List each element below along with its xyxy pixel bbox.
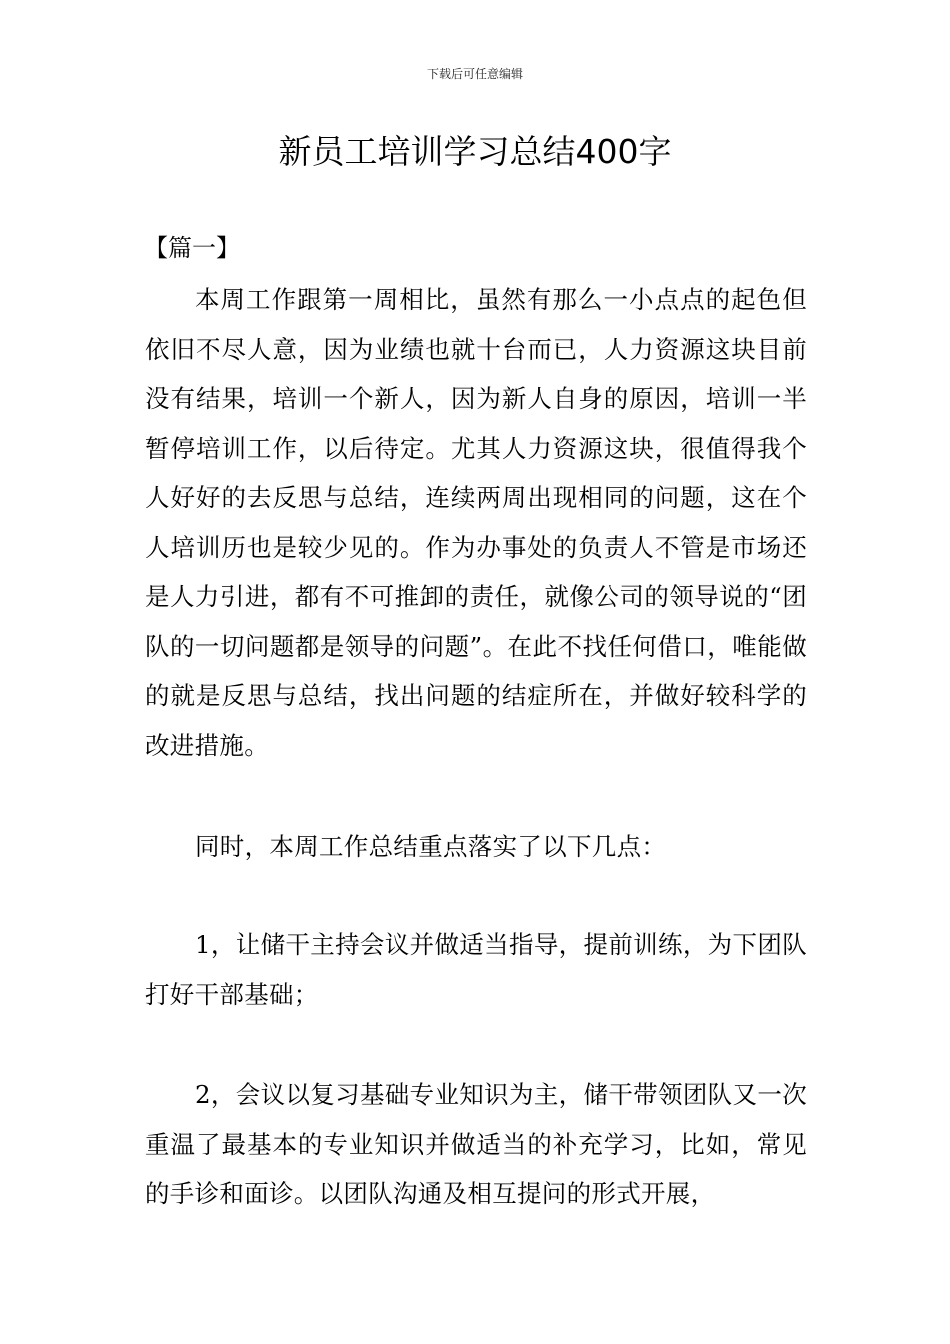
paragraph-points-lead: 同时，本周工作总结重点落实了以下几点：	[195, 832, 667, 861]
paragraph-intro: 本周工作跟第一周相比，虽然有那么一小点点的起色但依旧不尽人意，因为业绩也就十台而已，人力资源这块目前没有结果，培训一个新人，因为新人自身的原因，培训一半暂停培训工作，以后待定。尤其人力资源这块，很值得我个人好好的去反思与总结，连续两周出现相同的问题，这在个人培训历也是较少见的。作为办事处的负责人不管是市场还是人力引进，都有不可推卸的责任，就像公司的领导说的“团队的一切问题都是领导的问题”。在此不找任何借口，唯能做的就是反思与总结，找出问题的结症所在，并做好较科学的改进措施。	[145, 285, 807, 760]
paragraph-point-1: 1，让储干主持会议并做适当指导，提前训练，为下团队打好干部基础；	[145, 930, 807, 1009]
paragraph-point-2: 2，会议以复习基础专业知识为主，储干带领团队又一次重温了最基本的专业知识并做适当的补充学习，比如，常见的手诊和面诊。以团队沟通及相互提问的形式开展，	[145, 1080, 807, 1208]
section-label: 【篇一】	[144, 234, 240, 262]
header-note: 下载后可任意编辑	[426, 67, 523, 81]
document-title: 新员工培训学习总结400字	[278, 132, 672, 171]
